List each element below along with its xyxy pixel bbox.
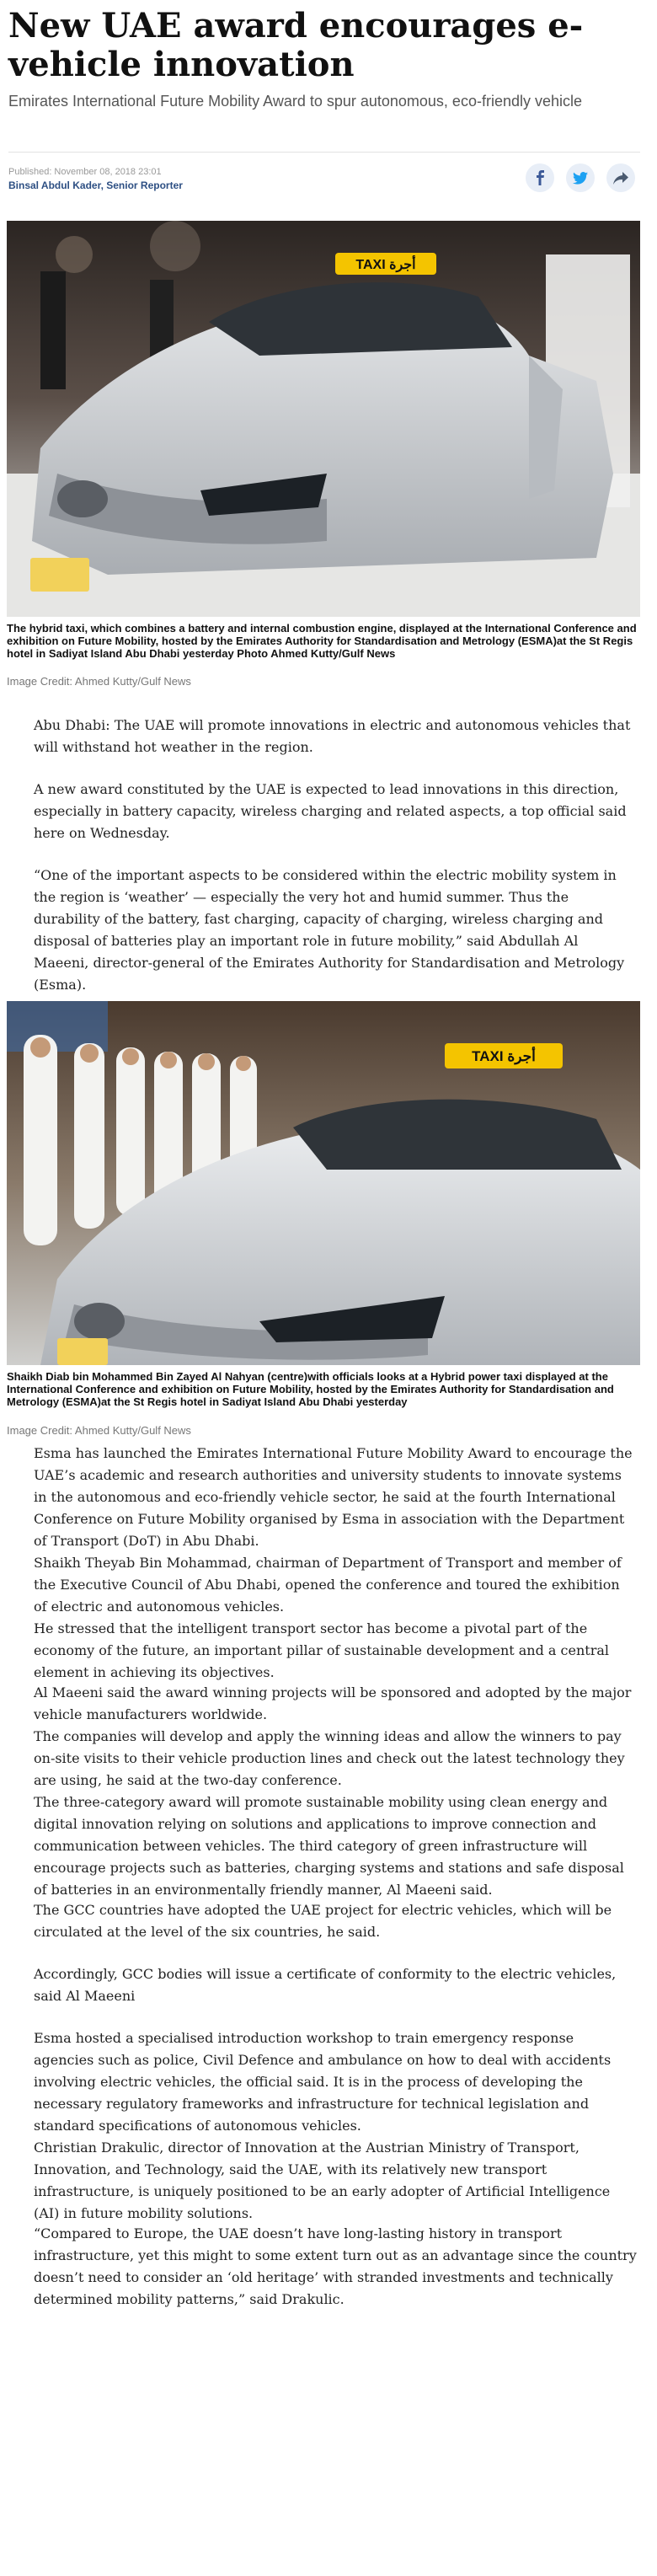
- taxi-sign-text: TAXI أجرة: [472, 1048, 536, 1064]
- photo-caption: The hybrid taxi, which combines a battery and internal combustion engine, displayed at the International Conference and exhibition on Future Mobility, hosted by the Emirates Authority for Standardisation and Metrology (ESMA)at the St Regis hotel in Sadiyat Island Abu Dhabi yesterday Photo Ahmed Kutty/Gulf News: [7, 622, 637, 660]
- article-paragraph: Esma has launched the Emirates International Future Mobility Award to encourage the UAE’s academic and research authorities and university students to innovate systems in the autonomous and eco-friendly vehicle sector, he said at the fourth International Conference on Future Mobility organised by Esma in association with the Department of Transport (DoT) in Abu Dhabi.: [34, 1445, 633, 1549]
- twitter-icon: [573, 172, 588, 185]
- article-paragraph: Esma hosted a specialised introduction workshop to train emergency response agencies such as police, Civil Defence and ambulance on how to deal with accidents involving electric vehicles, the official said. It is in the process of developing the necessary regulatory frameworks and infrastructure for technical legislation and standard specifications of autonomous vehicles.: [34, 2030, 612, 2134]
- article-paragraph: Shaikh Theyab Bin Mohammad, chairman of Department of Transport and member of the Executive Council of Abu Dhabi, opened the conference and toured the exhibition of electric and autonomous vehicles. He stressed that the intelligent transport sector has become a pivotal part of the economy of the future, an important pillar of sustainable development and a central element in achieving its objectives.: [34, 1555, 622, 1680]
- article-paragraph: The GCC countries have adopted the UAE project for electric vehicles, which will be circulated at the level of the six countries, he said.: [34, 1902, 612, 1940]
- published-date: Published: November 08, 2018 23:01: [8, 167, 162, 177]
- image-credit: Image Credit: Ahmed Kutty/Gulf News: [7, 675, 191, 688]
- author-byline[interactable]: Binsal Abdul Kader, Senior Reporter: [8, 179, 183, 191]
- article-paragraph: “Compared to Europe, the UAE doesn’t have long-lasting history in transport infrastructure, yet this might to some extent turn out as an advantage since the country doesn’t need to consider an ‘old heritage’ with stranded investments and technically determined mobility patterns,” said Drakulic.: [34, 2225, 637, 2307]
- article-meta: [8, 165, 183, 192]
- taxi-sign-text: TAXI أجرة: [355, 258, 416, 272]
- share-arrow-icon: [613, 172, 628, 185]
- article-paragraph: Al Maeeni said the award winning projects will be sponsored and adopted by the major vehicle manufacturers worldwide. The companies will develop and apply the winning ideas and allow the winners to pay on-site visits to their vehicle production lines and check out the latest technology they are using, he said at the two-day conference.: [34, 1684, 632, 1788]
- article-subhead: Emirates International Future Mobility Award to spur autonomous, eco-friendly vehicle: [8, 93, 583, 110]
- article-paragraph: The three-category award will promote sustainable mobility using clean energy and digital innovation relying on solutions and applications to improve connection and communication between vehicles. The third category of green infrastructure will encourage projects such as batteries, charging systems and stations and safe disposal of batteries in an environmentally friendly manner, Al Maeeni said.: [34, 1794, 624, 1898]
- photo-caption: Shaikh Diab bin Mohammed Bin Zayed Al Nahyan (centre)with officials looks at a Hybrid power taxi displayed at the International Conference and exhibition on Future Mobility, hosted by the Emirates Authority for Standardisation and Metrology (ESMA)at the St Regis hotel in Sadiyat Island Abu Dhabi yesterday: [7, 1370, 614, 1408]
- image-credit: Image Credit: Ahmed Kutty/Gulf News: [7, 1424, 191, 1437]
- divider: [8, 152, 640, 153]
- article-photo-officials: [7, 1001, 640, 1365]
- hybrid-taxi-photo: [7, 221, 640, 617]
- article-paragraph: Christian Drakulic, director of Innovation at the Austrian Ministry of Transport, Innovation, and Technology, said the UAE, with its relatively new transport infrastructure, is uniquely positioned to be an early adopter of Artificial Intelligence (AI) in future mobility solutions.: [34, 2140, 611, 2221]
- article-photo-hybrid-taxi: [7, 221, 640, 617]
- article-paragraph: Accordingly, GCC bodies will issue a certificate of conformity to the electric vehicles, said Al Maeeni: [34, 1966, 617, 2004]
- article-paragraph: Abu Dhabi: The UAE will promote innovations in electric and autonomous vehicles that will withstand hot weather in the region.: [34, 717, 631, 755]
- article-paragraph: “One of the important aspects to be considered within the electric mobility system in the region is ‘weather’ — especially the very hot and humid summer. Thus the durability of the battery, fast charging, capacity of charging, wireless charging and disposal of batteries play an important role in future mobility,” said Abdullah Al Maeeni, director-general of the Emirates Authority for Standardisation and Metrology (Esma).: [34, 867, 625, 993]
- article-headline: New UAE award encourages e-vehicle innovation: [8, 6, 584, 84]
- facebook-icon: [535, 170, 545, 185]
- article-paragraph: A new award constituted by the UAE is expected to lead innovations in this direction, especially in battery capacity, wireless charging and related aspects, a top official said here on Wednesday.: [34, 781, 627, 841]
- facebook-share-button[interactable]: [526, 163, 554, 192]
- officials-taxi-photo: [7, 1001, 640, 1365]
- twitter-share-button[interactable]: [566, 163, 595, 192]
- more-share-button[interactable]: [606, 163, 635, 192]
